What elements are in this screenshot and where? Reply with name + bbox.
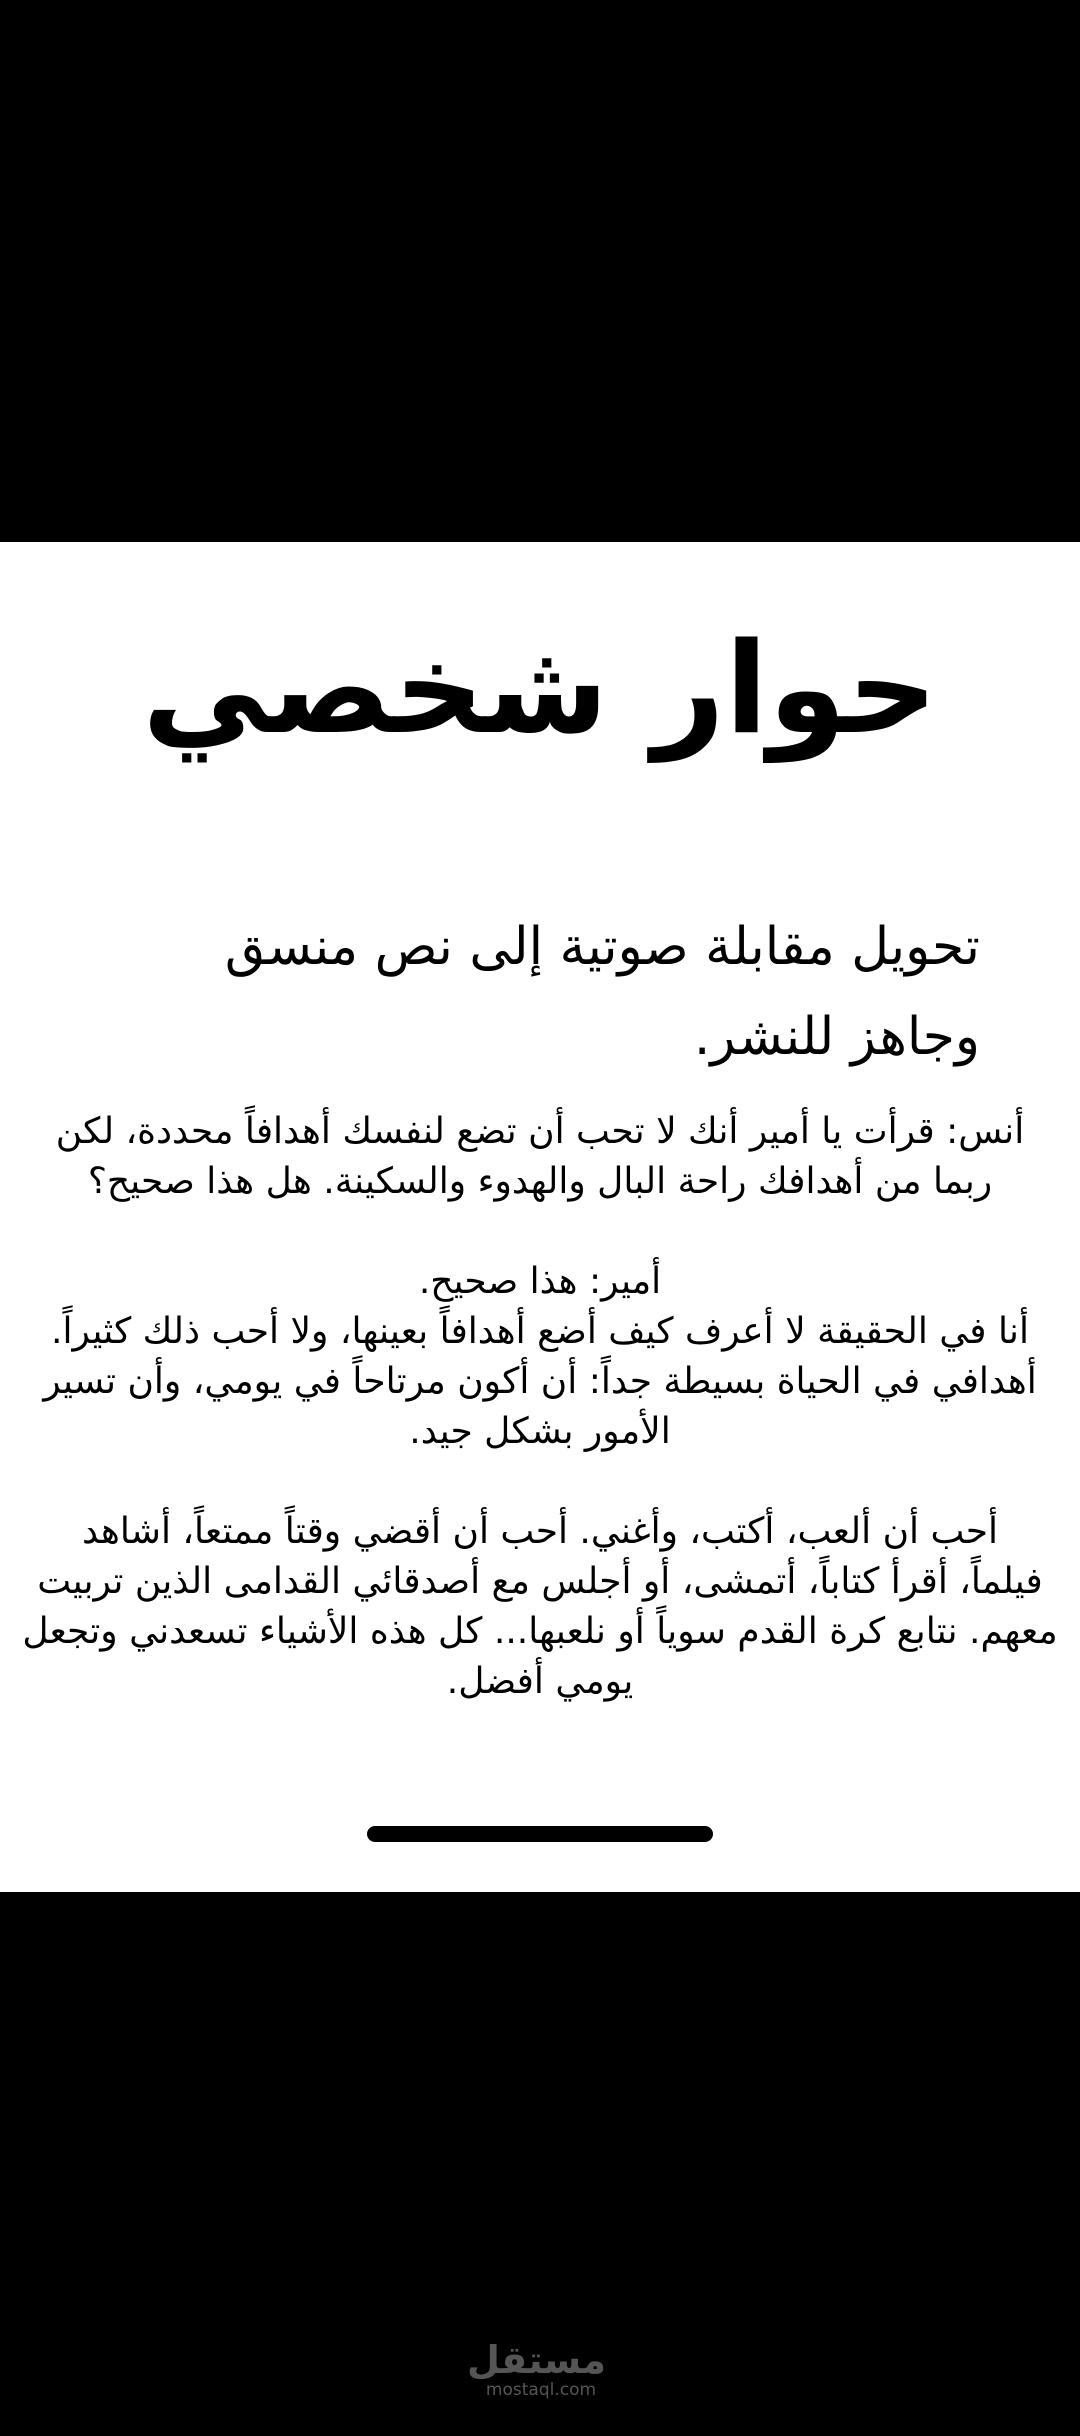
text-line: أنس: قرأت يا أمير أنك لا تحب أن تضع لنفسك أهدافاً محددة، لكن	[55, 1111, 1025, 1152]
watermark-domain: mostaql.com	[485, 2380, 597, 2400]
text-line: ربما من أهدافك راحة البال والهدوء والسكينة. هل هذا صحيح؟	[87, 1161, 993, 1202]
text-line: معهم. نتابع كرة القدم سوياً أو نلعبها... كل هذه الأشياء تسعدني وتجعل	[22, 1611, 1058, 1652]
text-line: أمير: هذا صحيح.	[418, 1261, 662, 1302]
watermark-word: مستقل	[467, 2338, 606, 2382]
content-card	[0, 542, 1080, 1892]
text-line: أحب أن ألعب، أكتب، وأغني. أحب أن أقضي وقتاً ممتعاً، أشاهد	[81, 1511, 999, 1552]
paragraph-answer-1	[0, 1257, 1080, 1457]
text-line: فيلماً، أقرأ كتاباً، أتمشى، أو أجلس مع أصدقائي القدامى الذين تربيت	[37, 1561, 1043, 1602]
interview-body	[0, 1107, 1080, 1757]
text-line: الأمور بشكل جيد.	[409, 1411, 671, 1452]
text-line: أنا في الحقيقة لا أعرف كيف أضع أهدافاً بعينها، ولا أحب ذلك كثيراً.	[51, 1311, 1029, 1352]
subtitle-line: وجاهز للنشر.	[693, 1007, 980, 1067]
paragraph-answer-2	[0, 1507, 1080, 1707]
text-line: يومي أفضل.	[446, 1661, 634, 1702]
text-line: أهدافي في الحياة بسيطة جداً: أن أكون مرتاحاً في يومي، وأن تسير	[43, 1361, 1037, 1402]
mostaql-watermark-logo	[467, 2338, 606, 2400]
subtitle	[150, 902, 980, 1082]
paragraph-question	[0, 1107, 1080, 1207]
page-title: حوار شخصي	[142, 615, 938, 762]
home-indicator[interactable]	[367, 1826, 713, 1842]
subtitle-line: تحويل مقابلة صوتية إلى نص منسق	[224, 917, 980, 977]
top-black-area	[0, 0, 1080, 542]
